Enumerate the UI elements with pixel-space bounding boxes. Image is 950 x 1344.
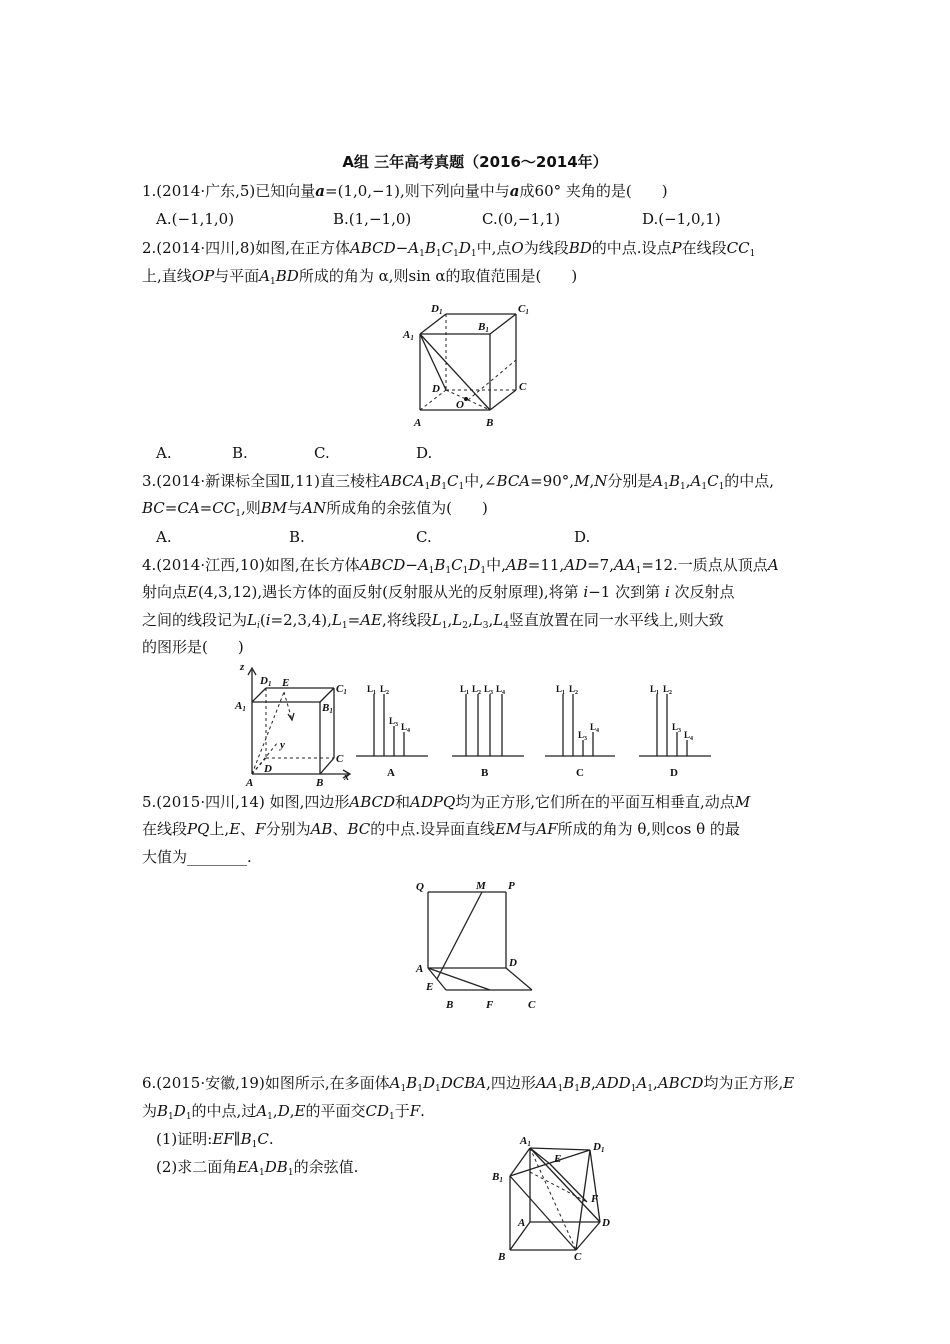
svg-text:L3: $L_3$	[484, 684, 494, 696]
choice-label-d: D	[670, 767, 678, 779]
label-e: E	[282, 677, 290, 689]
svg-text:L3: $L_3$	[578, 730, 588, 742]
label-b: B	[446, 999, 454, 1011]
svg-text:L4: $L_4$	[684, 730, 694, 742]
label-o: O	[456, 399, 464, 411]
label-c1: C1	[518, 303, 529, 316]
label-a1: A1	[403, 329, 414, 342]
q1-option-b: B.(1,−1,0)	[333, 210, 412, 228]
label-b: B	[498, 1251, 506, 1263]
choice-b-segments	[450, 680, 530, 780]
q5-line2: 在线段PQ上,E、F分别为AB、BC的中点.设异面直线EM与AF所成的角为 θ,则cos θ 的最	[142, 820, 740, 838]
label-d: D	[509, 957, 517, 969]
label-d: D	[264, 763, 272, 775]
label-a1: A1	[520, 1135, 531, 1148]
choice-label-b: B	[481, 767, 489, 779]
label-d: D	[602, 1217, 610, 1229]
svg-text:L4: $L_4$	[401, 722, 411, 734]
label-a: A	[416, 963, 424, 975]
q1-option-d: D.(−1,0,1)	[642, 210, 721, 228]
section-title: A组 三年高考真题（2016～2014年）	[342, 153, 608, 171]
label-x: x	[344, 772, 349, 783]
svg-text:L3: $L_3$	[672, 722, 682, 734]
q1-option-a: A.(−1,1,0)	[156, 210, 235, 228]
label-d1: D1	[260, 675, 272, 688]
q4-line4: 的图形是( )	[142, 638, 244, 656]
label-b1: B1	[478, 321, 489, 334]
svg-text:L1: $L_1$	[460, 684, 470, 696]
q5-line3: 大值为________.	[142, 848, 252, 866]
q2-option-b: B.	[232, 444, 248, 462]
svg-text:L2: $L_2$	[569, 684, 579, 696]
q6-part1: (1)证明$:EF\parallel B_1C$.	[156, 1130, 274, 1150]
choice-label-a: A	[387, 767, 395, 779]
label-y: y	[280, 739, 285, 751]
q2-line1: 2.(2014·四川,8)如图,在正方体$ABCD-A_1B_1C_1D_1$中,点O为线段BD的中点.设点P在线段$CC_1$	[142, 239, 756, 259]
q3-option-c: C.	[416, 528, 432, 546]
svg-text:L4: $L_4$	[496, 684, 506, 696]
choice-label-c: C	[576, 767, 584, 779]
svg-text:L2: $L_2$	[472, 684, 482, 696]
q6-part2: (2)求二面角$EA_1DB_1$的余弦值.	[156, 1158, 359, 1178]
q3-option-a: A.	[156, 528, 172, 546]
label-b1: B1	[492, 1171, 503, 1184]
label-c: C	[519, 381, 527, 393]
label-c: C	[336, 753, 344, 765]
label-f: F	[486, 999, 494, 1011]
cube-figure-q2	[400, 300, 540, 430]
choice-a-segments	[354, 680, 434, 780]
label-e: E	[426, 981, 434, 993]
q2-option-d: D.	[416, 444, 433, 462]
label-m: M	[476, 880, 486, 892]
label-e: E	[554, 1153, 562, 1165]
q6-line1: 6.(2015·安徽,19)如图所示,在多面体$A_1B_1D_1DCBA$,四边形$AA_1B_1B,ADD_1A_1,ABCD$均为正方形,E	[142, 1074, 795, 1094]
q1-option-c: C.(0,−1,1)	[482, 210, 561, 228]
svg-text:L3: $L_3$	[389, 716, 399, 728]
square-figure-q5	[410, 876, 560, 1016]
cuboid-figure-q4	[232, 661, 352, 789]
q2-line2: 上,直线OP与平面$A_1BD$所成的角为 α,则sin α的取值范围是( )	[142, 267, 578, 287]
label-f: F	[591, 1193, 599, 1205]
q3-line2: $BC=CA=CC_1$,则BM与AN所成角的余弦值为( )	[142, 499, 488, 519]
label-d1: D1	[431, 303, 443, 316]
q3-line1: 3.(2014·新课标全国Ⅱ,11)直三棱柱$ABCA_1B_1C_1$中,∠BCA=90°,M,N分别是$A_1B_1,A_1C_1$的中点,	[142, 472, 775, 492]
svg-text:L4: $L_4$	[590, 722, 600, 734]
q4-line1: 4.(2014·江西,10)如图,在长方体$ABCD-A_1B_1C_1D_1$中$,AB=11,AD=7,AA_1=12$.一质点从顶点A	[142, 556, 779, 576]
label-a: A	[246, 777, 254, 789]
q3-option-d: D.	[574, 528, 591, 546]
label-q: Q	[416, 881, 424, 893]
label-d: D	[432, 383, 440, 395]
polyhedron-figure-q6	[490, 1132, 630, 1264]
label-a: A	[518, 1217, 526, 1229]
label-c: C	[574, 1251, 582, 1263]
label-d1: D1	[593, 1141, 605, 1154]
label-p: P	[508, 880, 515, 892]
q6-line2: 为$B_1D_1$的中点,过$A_1,D,E$的平面交$CD_1$于F.	[142, 1102, 425, 1122]
q4-line2: 射向点E(4,3,12),遇长方体的面反射(反射服从光的反射原理),将第 i−1 次到第 i 次反射点	[142, 583, 735, 601]
svg-text:L1: $L_1$	[650, 684, 660, 696]
choice-d-segments	[637, 680, 717, 780]
q5-line1: 5.(2015·四川,14) 如图,四边形ABCD和ADPQ均为正方形,它们所在的平面互相垂直,动点M	[142, 793, 751, 811]
label-c1: C1	[336, 683, 347, 696]
label-c: C	[528, 999, 536, 1011]
label-b: B	[316, 777, 324, 789]
label-b: B	[486, 417, 494, 429]
q2-option-a: A.	[156, 444, 172, 462]
q3-option-b: B.	[289, 528, 305, 546]
label-z: z	[240, 661, 245, 673]
svg-text:L1: $L_1$	[556, 684, 566, 696]
label-a1: A1	[235, 700, 246, 713]
svg-text:L2: $L_2$	[380, 684, 390, 696]
choice-c-segments	[543, 680, 623, 780]
svg-text:L1: $L_1$	[367, 684, 377, 696]
q4-line3: 之间的线段记为$L_i(i=2,3,4),L_1=AE$,将线段$L_1,L_2,L_3,L_4$竖直放置在同一水平线上,则大致	[142, 611, 724, 631]
svg-text:L2: $L_2$	[663, 684, 673, 696]
q2-option-c: C.	[314, 444, 330, 462]
label-b1: B1	[322, 702, 333, 715]
label-a: A	[414, 417, 422, 429]
q1-stem: 1.(2014·广东,5)已知向量a=(1,0,−1),则下列向量中与a成60° 夹角的是( )	[142, 182, 668, 200]
